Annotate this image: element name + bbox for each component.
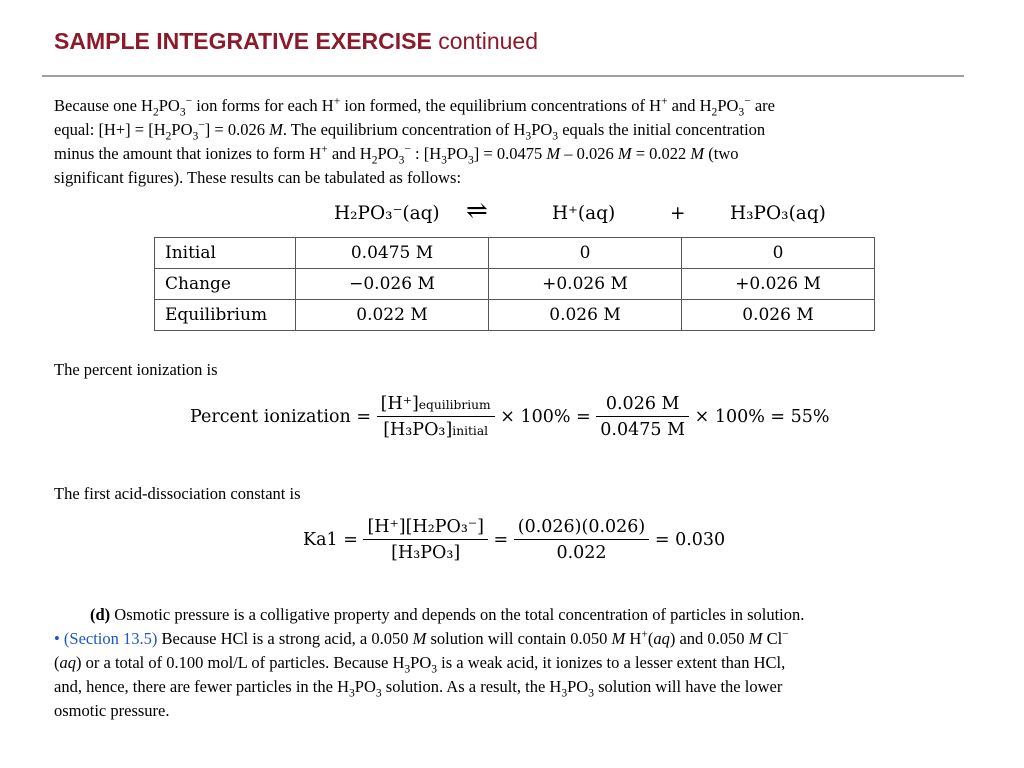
- title-divider: [42, 75, 964, 77]
- section-link[interactable]: • (Section 13.5): [54, 629, 158, 648]
- paragraph-4: (d) Osmotic pressure is a colligative property and depends on the total concentration of particles in solution. • (Section 13.5) Because HCl is a strong acid, a 0.050 M solution will contain 0.050 M H+(aq) and 0.050 M Cl− (aq) or a total of 0.100 mol/L of particles. Because $H_3PO_3$ is a weak acid, it ionizes to a lesser extent than HCl, and, hence, there are fewer particles in the $H_3PO_3$ solution. As a result, the $H_3PO_3$ solution will have the lower osmotic pressure.: [54, 605, 805, 720]
- ice-table: [154, 237, 875, 331]
- title-bold: SAMPLE INTEGRATIVE EXERCISE: [54, 28, 432, 54]
- reaction-plus: +: [670, 203, 686, 224]
- percent-ionization-equation: Percent ionization = $\frac{\text{[H⁺]equilibrium}}{\text{[H₃PO₃]initial}}$ × 100% = $\frac{0.026 M}{0.0475 M}$ × 100% = 55%: [190, 394, 830, 440]
- table-row: Initial 0.0475 M 0 0: [155, 238, 875, 269]
- page-title: [54, 28, 538, 55]
- equilibrium-arrow-icon: ⇌: [466, 196, 488, 226]
- title-continued: continued: [438, 28, 538, 54]
- paragraph-3: The first acid-dissociation constant is: [54, 484, 301, 503]
- paragraph-2: The percent ionization is: [54, 360, 218, 379]
- reaction-product-h3po3: H₃PO₃(aq): [730, 203, 826, 224]
- table-row: Equilibrium 0.022 M 0.026 M 0.026 M: [155, 300, 875, 331]
- table-row: Change −0.026 M +0.026 M +0.026 M: [155, 269, 875, 300]
- ka-equation: Ka1 = $\frac{\text{[H⁺][H₂PO₃⁻]}}{\text{[H₃PO₃]}}$ = $\frac{(0.026)(0.026)}{0.022}$ = 0.030: [303, 517, 726, 563]
- reaction-product-h: H⁺(aq): [552, 203, 616, 224]
- reaction-left: H₂PO₃⁻(aq): [334, 203, 440, 224]
- paragraph-1: Because one $H_2PO_3^-$ ion forms for each H+ ion formed, the equilibrium concentrations of H+ and $H_2PO_3^-$ are equal: $[H+] = [H_2PO_3^-] = 0.026$ M. The equilibrium concentration of $H_3PO_3$ equals the initial concentration minus the amount that ionizes to form H+ and $H_2PO_3^-$ : $[H_3PO_3] = 0.0475$ M – 0.026 M = 0.022 M (two significant figures). These results can be tabulated as follows:: [54, 95, 775, 187]
